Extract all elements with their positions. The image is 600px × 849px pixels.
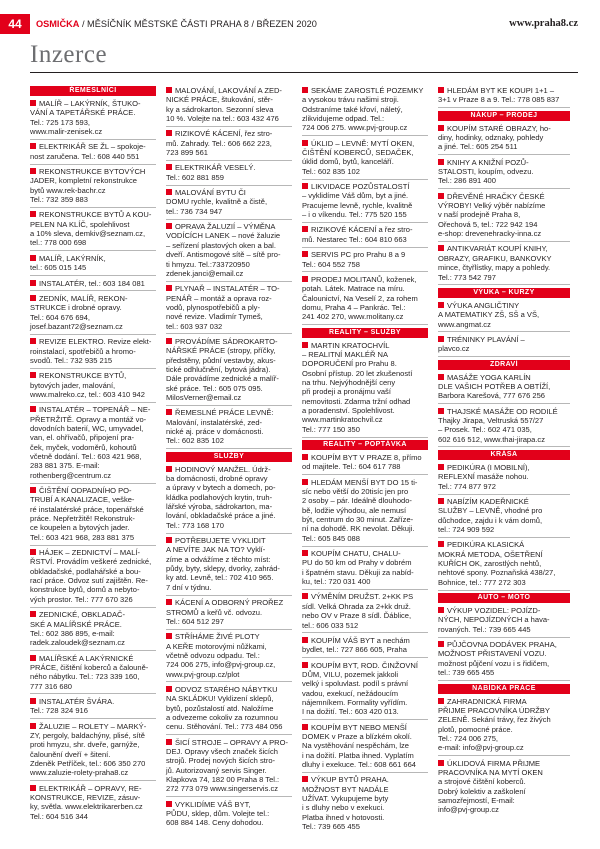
red-square-icon: [302, 593, 308, 599]
red-square-icon: [302, 550, 308, 556]
ads-column-3: [302, 86, 428, 836]
ad-text: REVIZE ELEKTRO. Revize elekt- roinstalací, spotřebičů a hromo- svodů. Tel.: 732 935 215: [30, 337, 152, 365]
classified-ad: [438, 158, 570, 190]
red-square-icon: [302, 342, 308, 348]
classified-ad: [166, 738, 292, 798]
ad-text: INSTALATÉR – TOPENÁŘ – NE- PŘETRŽITĚ. Opravy a montáž vo- dovodních baterií, WC, umyvadel, van, el. ohřívačů, připojení pra- ček, myček, vodoměrů, kohoutů včetně dodání. Tel.: 603 421 968, 283 881 375. E-mail: rothenberg@centrum.cz: [30, 405, 151, 480]
ad-text: VÝKUP VOZIDEL: POJÍZD- NÝCH, NEPOJÍZDNÝCH a hava- rovaných. Tel.: 739 665 445: [438, 606, 550, 634]
ad-text: HÁJEK – ZEDNICTVÍ – MALÍ- ŘSTVÍ. Provádím veškeré zednické, obkladačské, podlahářské a bou- rací práce. Odvoz sutí zajištěn. Re- konstrukce bytů, domů a nebyto- vých prostor. Tel.: 777 670 326: [30, 548, 152, 604]
classified-ad: [166, 86, 292, 127]
classified-ad: [438, 606, 570, 638]
ad-text: SERVIS PC pro Prahu 8 a 9 Tel.: 604 552 758: [302, 250, 406, 269]
classified-ad: [438, 86, 570, 108]
category-header: ZDRAVÍ: [438, 360, 570, 370]
red-square-icon: [438, 374, 444, 380]
classified-ad: [438, 335, 570, 357]
page-header: [0, 14, 600, 36]
red-square-icon: [438, 607, 444, 613]
ad-text: MALOVÁNÍ BYTU ČI DOMU rychle, kvalitně a čistě, tel.: 736 734 947: [166, 188, 268, 216]
red-square-icon: [438, 193, 444, 199]
ad-text: HLEDÁM BYT KE KOUPI 1+1 – 3+1 v Praze 8 a 9. Tel.: 778 085 837: [438, 86, 560, 105]
category-header: REALITY – SLUŽBY: [302, 328, 428, 338]
ad-text: STŘÍHÁME ŽIVÉ PLOTY A KEŘE motorovými nůžkami, včetně odvozu odpadu. Tel.: 724 006 275, info@pvj-group.cz, www.pvj-group.cz/plot: [166, 632, 276, 679]
classified-ad: [302, 453, 428, 475]
classified-ad: [166, 465, 292, 534]
category-header: KRÁSA: [438, 450, 570, 460]
classified-ad: [438, 540, 570, 590]
ad-text: ELEKTRIKÁŘ SE ŽL – spokoje- nost zaručena. Tel.: 608 440 551: [30, 142, 146, 161]
category-header: NÁKUP – PRODEJ: [438, 111, 570, 121]
red-square-icon: [30, 487, 36, 493]
classified-ad: [438, 759, 570, 818]
ad-text: PRODEJ MOLITANŮ, koženek, potah. Látek. Matrace na míru. Čalounictví, Na Veselí 2, za rohem domu, Praha 4 – Pankrác. Tel.: 241 402 270, www.molitany.cz: [302, 274, 418, 322]
ads-column-1: [30, 86, 156, 826]
classified-ad: [302, 592, 428, 633]
ad-text: KOUPÍM VÁŠ BYT a nechám bydlet, tel.: 727 866 605, Praha: [302, 635, 410, 655]
red-square-icon: [30, 143, 36, 149]
red-square-icon: [166, 466, 172, 472]
category-header: VÝUKA – KURZY: [438, 288, 570, 298]
red-square-icon: [438, 302, 444, 308]
classified-ad: [302, 549, 428, 590]
red-square-icon: [166, 686, 172, 692]
ad-text: VÝKUP BYTŮ PRAHA. MOŽNOST BYT NADÁLE UŽÍVAT. Vykupujeme byty i s dluhy nebo v exekuci. Platba ihned v hotovosti. Tel.: 739 665 455: [302, 775, 389, 832]
ad-text: PŮJČOVNA DODÁVEK PRAHA, MOŽNOST PŘISTAVENÍ VOZU. možnost půjčení vozu i s řidičem, tel.: 739 665 455: [438, 640, 557, 678]
category-header: SLUŽBY: [166, 452, 292, 462]
classified-ad: [30, 654, 156, 695]
classified-ad: [30, 722, 156, 782]
section-title: Inzerce: [30, 41, 108, 68]
classified-ad: [438, 124, 570, 156]
site-url-link[interactable]: www.praha8.cz: [509, 18, 578, 29]
classified-ad: [30, 279, 156, 292]
classified-ad: [166, 222, 292, 282]
classified-ad: [302, 661, 428, 721]
classified-ad: [302, 225, 428, 247]
ad-text: OPRAVA ŽALUZIÍ – VÝMĚNA VODÍCÍCH LANEK – nové žaluzie – seřízení plastových oken a bal. dveří. Antismogové sítě – sítě pro- ti hmyzu. Tel.:733720950 zdenek.janci@email.cz: [166, 222, 281, 278]
classified-ad: [302, 250, 428, 272]
classified-ad: [166, 685, 292, 735]
ad-text: VYKLIDÍME VÁŠ BYT, PŮDU, sklep, dům. Volejte tel.: 608 884 148. Ceny dohodou.: [166, 799, 270, 828]
classified-ad: [166, 632, 292, 682]
red-square-icon: [30, 211, 36, 217]
ad-text: VÝMĚNÍM DRUŽST. 2+KK PS sídl. Velká Ohrada za 2+kk druž. nebo OV v Praze 8 sídl. Ďáblice, tel.: 606 033 512: [302, 592, 414, 630]
ad-text: KÁCENÍ A ODBORNÝ PROŘEZ STROMŮ a keřů vč. odvozu. Tel.: 604 512 297: [166, 598, 284, 626]
ad-text: RIZIKOVÉ KÁCENÍ, řez stro- mů. Zahrady. Tel.: 606 662 223, 723 899 561: [166, 129, 273, 158]
red-square-icon: [438, 408, 444, 414]
red-square-icon: [30, 100, 36, 106]
classified-ad: [438, 407, 570, 448]
red-square-icon: [30, 255, 36, 261]
red-square-icon: [30, 655, 36, 661]
red-square-icon: [302, 662, 308, 668]
ad-text: KOUPÍM BYT, ROD. ČINŽOVNÍ DŮM, VILU, pozemek jakkoli velký i spoluvlast. podíl s právní vadou, exekucí, nežádoucím nájemníkem. Formality vyřídím. I na dožití. Tel.: 603 420 013.: [302, 660, 418, 717]
classified-ad: [438, 192, 570, 242]
red-square-icon: [166, 87, 172, 93]
classified-ad: [30, 254, 156, 276]
classified-ad: [30, 210, 156, 251]
red-square-icon: [166, 599, 172, 605]
ad-text: ŠICÍ STROJE – OPRAVY A PRO- DEJ. Opravy všech značek šicích strojů. Prodej nových šicích stro- jů. Autorizovaný servis Singer. Klapkova 74, 182 00 Praha 8 Tel.: 272 773 079 www.singerservis.cz: [166, 737, 288, 794]
red-square-icon: [30, 295, 36, 301]
red-square-icon: [302, 637, 308, 643]
ad-text: PLYNAŘ – INSTALATÉR – TO- PENÁŘ – montáž a oprava roz- vodů, plynospotřebičů a ply- nové revize. Vladimír Tymeš, tel.: 603 937 032: [166, 284, 280, 331]
category-header: REALITY – POPTÁVKA: [302, 440, 428, 450]
ad-text: KOUPÍM BYT V PRAZE 8, přímo od majitele. Tel.: 604 617 788: [302, 453, 422, 472]
ad-text: ZAHRADNICKÁ FIRMA PŘIJME PRACOVNÍKA ÚDRŽBY ZELENĚ. Sekání trávy, řez živých plotů, pomocné práce. Tel.: 724 006 275, e-mail: info@pvj-group.cz: [438, 696, 551, 753]
ads-column-4: [438, 86, 570, 820]
red-square-icon: [302, 251, 308, 257]
ad-text: HLEDÁM MENŠÍ BYT DO 15 ti- síc nebo větší do 20tisíc jen pro 2 osoby – pár. Ideálně dlouhodo- bě, lodžie výhodou, ale nemusí být, centrum do 30 minut. Zaříze- ní na dohodě. RK nevolat. Děkuji. Tel.: 605 845 088: [302, 477, 418, 543]
red-square-icon: [438, 87, 444, 93]
classified-ad: [30, 486, 156, 546]
ad-text: MARTIN KRATOCHVÍL – REALITNÍ MAKLÉŘ NA DOPORUČENÍ pro Prahu 8. Osobní přístup. 20 let zkušeností na trhu. Nejvýhodnější ceny při prodeji a pronájmu vaší nemovitosti. Zdarma tržní odhad a poradenství. Spolehlivost. www.martinkratochvil.cz Tel.: 777 150 350: [302, 340, 413, 434]
classified-ad: [302, 182, 428, 223]
classified-ad: [302, 478, 428, 547]
classified-ad: [30, 167, 156, 208]
red-square-icon: [438, 698, 444, 704]
category-header: ŘEMESLNÍCI: [30, 86, 156, 96]
classified-ad: [166, 408, 292, 449]
ad-text: ČIŠTĚNÍ ODPADNÍHO PO- TRUBÍ A KANALIZACE, veške- ré instalatérské práce, topenářské práce. Nepřetržitě! Rekonstruk- ce koupelen a bytových jader. Tel.: 603 421 968, 283 881 375: [30, 486, 144, 542]
classified-ad: [30, 371, 156, 403]
red-square-icon: [302, 140, 308, 146]
classified-ad: [166, 598, 292, 630]
red-square-icon: [302, 776, 308, 782]
page-number: 44: [0, 14, 30, 34]
ad-text: ANTIKVARIÁT KOUPÍ KNIHY, OBRAZY, GRAFIKU, BANKOVKY mince, čtyřlístky, mapy a pohledy. Tel.: 773 542 797: [438, 244, 552, 282]
ad-text: SEKÁME ZAROSTLÉ POZEMKY a vysokou trávu našimi stroji. Odstraníme také křoví, náletý, zlikvidujeme odpad. Tel.: 724 006 275. www.pvj-group.cz: [302, 86, 424, 133]
ad-text: REKONSTRUKCE BYTŮ, bytových jader, malování, www.malreko.cz, tel.: 603 410 942: [30, 371, 145, 399]
red-square-icon: [302, 87, 308, 93]
red-square-icon: [30, 168, 36, 174]
classified-ad: [438, 301, 570, 333]
red-square-icon: [438, 498, 444, 504]
red-square-icon: [166, 285, 172, 291]
red-square-icon: [438, 245, 444, 251]
ad-text: MALÍŘ, LAKÝRNÍK, tel.: 605 015 145: [30, 253, 106, 273]
brand-name: OSMIČKA: [36, 19, 80, 29]
red-square-icon: [30, 611, 36, 617]
ad-text: VÝUKA ANGLIČTINY A MATEMATIKY ZŠ, SŠ a VŠ, www.angmat.cz: [438, 300, 540, 329]
ad-text: PEDIKÚRA KLASICKÁ MOKRÁ METODA, OŠETŘENÍ KUŘÍCH OK, zarostlých nehtů, nehtové spony. Poznaňská 438/27, Bohnice, tel.: 777 272 303: [438, 540, 556, 587]
classified-ad: [302, 139, 428, 180]
classified-ad: [30, 784, 156, 824]
red-square-icon: [166, 801, 172, 807]
ad-text: NABÍZÍM KADEŘNICKÉ SLUŽBY – LEVNĚ, vhodné pro důchodce, zajdu i k vám domů, tel.: 724 909 592: [438, 497, 543, 535]
classified-ad: [166, 284, 292, 334]
red-square-icon: [438, 641, 444, 647]
classified-ad: [438, 244, 570, 285]
ad-text: ŘEMESLNÉ PRÁCE LEVNĚ: Malování, instalatérské, zed- nické aj. práce v domácnosti. Tel.: 602 835 102: [166, 408, 274, 446]
classified-ad: [166, 536, 292, 596]
red-square-icon: [438, 760, 444, 766]
classified-ad: [166, 129, 292, 161]
title-divider: [30, 72, 578, 73]
ad-text: LIKVIDACE POZŮSTALOSTÍ – vyklidíme Váš dům, byt a jiné. Pracujeme levně, rychle, kvalitně – i o víkendu. Tel.: 775 520 155: [302, 182, 413, 220]
red-square-icon: [302, 276, 308, 282]
classified-ad: [30, 142, 156, 164]
red-square-icon: [302, 454, 308, 460]
ad-text: REKONSTRUKCE BYTOVÝCH JADER, kompletní rekonstrukce bytů www.rek-bachr.cz Tel.: 732 359 883: [30, 167, 146, 205]
classified-ad: [438, 373, 570, 405]
red-square-icon: [30, 338, 36, 344]
classified-ad: [302, 341, 428, 438]
ad-text: INSTALATÉR, tel.: 603 184 081: [39, 278, 145, 288]
classified-ad: [166, 163, 292, 185]
red-square-icon: [438, 464, 444, 470]
ad-text: PEDIKÚRA (I MOBILNÍ), REFLEXNÍ masáže nohou. Tel.: 774 877 972: [438, 462, 530, 491]
classified-ad: [30, 548, 156, 608]
classified-ad: [166, 188, 292, 220]
ad-text: ODVOZ STARÉHO NÁBYTKU NA SKLÁDKU! Vyklizení sklepů, bytů, pozůstalostí atd. Naložíme a odvezeme cokoliv za rozumnou cenu. Stěhování. Tel.: 773 484 056: [166, 684, 283, 732]
ad-text: ELEKTRIKÁŘ VESELÝ. Tel.: 602 881 859: [166, 163, 256, 182]
ad-text: ELEKTRIKÁŘ – OPRAVY, RE- KONSTRUKCE, REVIZE, zásuv- ky, světla. www.elektrikarerben.cz Tel.: 604 516 344: [30, 783, 143, 821]
red-square-icon: [166, 189, 172, 195]
red-square-icon: [166, 633, 172, 639]
ad-text: MALOVÁNÍ, LAKOVÁNÍ A ZED- NICKÉ PRÁCE, štukování, stěr- ky a sádrokarton. Sezonní sleva 10 %. Volejte na tel.: 603 432 476: [166, 86, 282, 124]
red-square-icon: [30, 785, 36, 791]
red-square-icon: [302, 183, 308, 189]
red-square-icon: [166, 739, 172, 745]
red-square-icon: [30, 372, 36, 378]
classified-ad: [30, 610, 156, 651]
red-square-icon: [438, 336, 444, 342]
category-header: NABÍDKA PRÁCE: [438, 684, 570, 694]
classified-ad: [302, 636, 428, 658]
classified-ad: [302, 775, 428, 834]
classified-ad: [166, 337, 292, 406]
red-square-icon: [166, 338, 172, 344]
red-square-icon: [30, 723, 36, 729]
red-square-icon: [166, 409, 172, 415]
classified-ad: [30, 337, 156, 369]
red-square-icon: [30, 406, 36, 412]
red-square-icon: [166, 537, 172, 543]
red-square-icon: [438, 125, 444, 131]
masthead: [36, 17, 317, 31]
classified-ad: [30, 697, 156, 719]
classified-ad: [30, 294, 156, 335]
ad-text: ZEDNÍK, MALÍŘ, REKON- STRUKCE i drobné opravy. Tel.: 604 676 694, josef.bazant72@seznam.cz: [30, 293, 128, 331]
ad-text: MALÍŘSKÉ A LAKÝRNICKÉ PRÁCE, čištění koberců a čalouně- ného nábytku. Tel.: 723 339 160, 777 316 680: [30, 653, 149, 691]
classified-ad: [302, 275, 428, 325]
ad-text: POTŘEBUJETE VYKLIDIT A NEVÍTE JAK NA TO? Vyklí- zíme a odvážíme z těchto míst: půdy, byty, sklepy, dvorky, zahrád- ky atd. Levně, tel.: 702 410 965. 7 dní v týdnu.: [166, 536, 280, 592]
classified-ad: [302, 86, 428, 136]
issue-info: / MĚSÍČNÍK MĚSTSKÉ ČÁSTI PRAHA 8 / BŘEZEN 2020: [79, 19, 317, 29]
red-square-icon: [30, 698, 36, 704]
ad-text: RIZIKOVÉ KÁCENÍ a řez stro- mů. Nestarec Tel.: 604 810 663: [302, 225, 413, 244]
classified-ad: [166, 800, 292, 831]
classified-ad: [438, 497, 570, 538]
category-header: AUTO – MOTO: [438, 593, 570, 603]
classified-ad: [438, 640, 570, 681]
ad-text: TRÉNINKY PLAVÁNÍ – plavco.cz: [438, 334, 525, 354]
ad-text: HODINOVÝ MANŽEL. Údrž- ba domácnosti, drobné opravy a úpravy v bytech a domech, po- kládka podlahových krytin, truh- lářské výroba, sádrokarton, ma- lování, obkladačské práce a jiné. Tel.: 773 168 170: [166, 464, 276, 530]
red-square-icon: [302, 479, 308, 485]
ad-text: ÚKLID – LEVNĚ: MYTÍ OKEN, ČIŠTĚNÍ KOBERCŮ, SEDAČEK, úklid domů, bytů, kanceláří. Tel.: 602 835 102: [302, 138, 415, 176]
red-square-icon: [438, 541, 444, 547]
ad-text: ŽALUZIE – ROLETY – MARKÝ- ZY, pergoly, baldachýny, plisé, sítě proti hmyzu, shr. dveře, garnýže, čalounění dveří + šitení. Zdeněk Petříček, tel.: 606 350 270 www.zaluzie-rolety-praha8.cz: [30, 721, 147, 778]
ad-text: KOUPÍM CHATU, CHALU- PU do 50 km od Prahy v dobrém i špatném stavu. Děkuji za nabíd- ku, tel.: 720 031 400: [302, 549, 414, 587]
ad-text: KOUPÍM BYT NEBO MENŠÍ DOMEK v Praze a blízkém okolí. Na vystěhování nespěchám, lze i na dožití. Platba ihned. Vyplatím dluhy i exekuce. Tel.: 608 661 664: [302, 722, 416, 769]
classified-ad: [30, 405, 156, 483]
ad-text: KNIHY A KNIŽNÍ POZŮ- STALOSTI, koupím, odvezu. Tel.: 286 891 400: [438, 157, 534, 186]
red-square-icon: [302, 724, 308, 730]
ad-text: KOUPÍM STARÉ OBRAZY, ho- diny, hodinky, odznaky, pohledy a jiné. Tel.: 605 254 511: [438, 123, 551, 152]
red-square-icon: [30, 280, 36, 286]
classified-ad: [438, 697, 570, 757]
ads-column-2: [166, 86, 292, 833]
classified-ad: [302, 723, 428, 773]
red-square-icon: [166, 223, 172, 229]
classified-ad: [30, 99, 156, 140]
ad-text: THAJSKÉ MASÁŽE OD RODILÉ Thajky Jirapa, Veltruská 557/27 – Prosek. Tel.: 602 471 035, 602 616 512, www.thai-jirapa.cz: [438, 406, 558, 444]
red-square-icon: [166, 130, 172, 136]
red-square-icon: [30, 549, 36, 555]
red-square-icon: [302, 226, 308, 232]
ad-text: ZEDNICKÉ, OBKLADAČ- SKÉ A MALÍŘSKÉ PRÁCE. Tel.: 602 386 895, e-mail: radek.zaloudek@seznam.cz: [30, 610, 125, 648]
classified-ad: [438, 463, 570, 495]
ad-text: ÚKLIDOVÁ FIRMA PŘIJME PRACOVNÍKA NA MYTÍ OKEN a strojové čištění koberců. Dobrý kolektiv a zaškolení samozřejmostí, E-mail: info@pvj-group.cz: [438, 758, 543, 815]
ad-text: INSTALATÉR ŠVÁRA. Tel.: 728 324 916: [30, 696, 115, 716]
ad-text: DŘEVĚNÉ HRAČKY ČESKÉ VÝROBY! Velký výběr nabízíme v naší prodejně Praha 8, Ořechová 5, tel.: 722 942 194 e-shop: drevenehracky-inna.cz: [438, 191, 546, 239]
red-square-icon: [438, 159, 444, 165]
ad-text: REKONSTRUKCE BYTŮ A KOU- PELEN NA KLÍČ, spolehlivost a 10% sleva, demkiv@seznam.cz, tel.: 778 000 698: [30, 210, 152, 248]
red-square-icon: [166, 164, 172, 170]
ad-text: MASÁŽE YOGA KARLÍN DLE VAŠICH POTŘEB A OBTÍŽÍ, Barbora Karešová, 777 676 256: [438, 372, 551, 401]
ad-text: MALÍŘ – LAKÝRNÍK, ŠTUKO- VÁNÍ A TAPETÁŘSKÉ PRÁCE. Tel.: 725 173 593, www.malir-zenisek.cz: [30, 99, 141, 137]
ad-text: PROVÁDÍME SÁDROKARTO- NÁŘSKÉ PRÁCE (stropy, příčky, předstěny, půdní vestavby, akus- tické odhlučnění, bytová jádra). Dále provádíme zednické a malíř- ské práce. Tel.: 605 075 095. MilosVerner@email.cz: [166, 336, 279, 402]
